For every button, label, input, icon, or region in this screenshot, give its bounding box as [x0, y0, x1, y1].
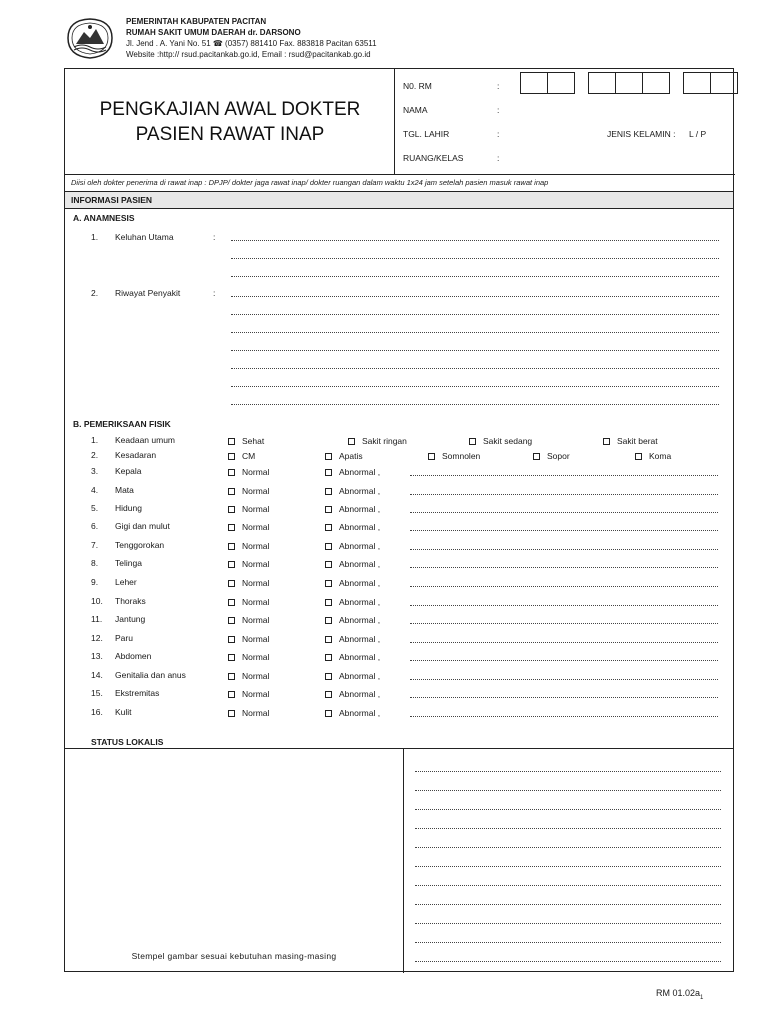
info-header: INFORMASI PASIEN — [65, 192, 733, 209]
status-lokalis-title: STATUS LOKALIS — [91, 737, 164, 747]
status-note-line[interactable] — [415, 961, 721, 962]
organ-label: Kepala — [115, 466, 142, 476]
kesadaran-sopor-checkbox[interactable]: Sopor — [533, 451, 570, 461]
status-lokalis-area — [65, 748, 733, 972]
checkbox-box[interactable] — [228, 438, 235, 445]
status-note-line[interactable] — [415, 828, 721, 829]
instruction-note: Diisi oleh dokter penerima di rawat inap : DPJP/ dokter jaga rawat inap/ dokter ruangan dalam waktu 1x24 jam setelah pasien masuk rawat inap — [65, 175, 733, 192]
status-note-line[interactable] — [415, 847, 721, 848]
status-note-line[interactable] — [415, 866, 721, 867]
checkbox-box[interactable] — [228, 636, 235, 643]
normal-checkbox[interactable]: Normal — [228, 541, 269, 551]
abnormal-note-line[interactable] — [410, 660, 718, 661]
status-note-line[interactable] — [415, 885, 721, 886]
organ-label: Kulit — [115, 707, 132, 717]
abnormal-checkbox[interactable]: Abnormal , — [325, 467, 380, 477]
checkbox-box[interactable] — [325, 561, 332, 568]
keluhan-line[interactable] — [231, 240, 719, 241]
riwayat-num: 2. — [91, 288, 99, 298]
keadaan-num: 1. — [91, 435, 99, 445]
normal-checkbox[interactable]: Normal — [228, 522, 269, 532]
checkbox-box[interactable] — [635, 453, 642, 460]
organ-label: Abdomen — [115, 651, 152, 661]
abnormal-note-line[interactable] — [410, 549, 718, 550]
abnormal-note-line[interactable] — [410, 586, 718, 587]
organ-num: 3. — [91, 466, 99, 476]
abnormal-note-line[interactable] — [410, 494, 718, 495]
checkbox-box[interactable] — [228, 599, 235, 606]
kesadaran-koma-checkbox[interactable]: Koma — [635, 451, 671, 461]
checkbox-box[interactable] — [325, 636, 332, 643]
checkbox-box[interactable] — [469, 438, 476, 445]
organ-label: Paru — [115, 633, 133, 643]
normal-checkbox[interactable]: Normal — [228, 559, 269, 569]
nama-label: NAMA — [403, 105, 428, 115]
checkbox-box[interactable] — [228, 580, 235, 587]
checkbox-box[interactable] — [325, 524, 332, 531]
abnormal-checkbox[interactable]: Abnormal , — [325, 522, 380, 532]
checkbox-box[interactable] — [325, 599, 332, 606]
abnormal-checkbox[interactable]: Abnormal , — [325, 671, 380, 681]
stamp-caption: Stempel gambar sesuai kebutuhan masing-masing — [131, 951, 337, 961]
letterhead-line-2: RUMAH SAKIT UMUM DAERAH dr. DARSONO — [126, 28, 301, 37]
nama-colon: : — [497, 105, 500, 115]
no-rm-colon: : — [497, 81, 500, 91]
riwayat-line[interactable] — [231, 350, 719, 351]
organ-label: Jantung — [115, 614, 146, 624]
form-title — [65, 97, 395, 147]
abnormal-checkbox[interactable]: Abnormal , — [325, 541, 380, 551]
abnormal-note-line[interactable] — [410, 530, 718, 531]
riwayat-line[interactable] — [231, 296, 719, 297]
checkbox-box[interactable] — [325, 543, 332, 550]
checkbox-box[interactable] — [228, 673, 235, 680]
no-rm-label: N0. RM — [403, 81, 432, 91]
normal-checkbox[interactable]: Normal — [228, 467, 269, 477]
organ-num: 11. — [91, 614, 103, 624]
form-title-line-1: PENGKAJIAN AWAL DOKTER — [99, 99, 361, 120]
kesadaran-num: 2. — [91, 450, 99, 460]
abnormal-checkbox[interactable]: Abnormal , — [325, 634, 380, 644]
organ-label: Thoraks — [115, 596, 146, 606]
organ-num: 4. — [91, 485, 99, 495]
riwayat-line[interactable] — [231, 368, 719, 369]
status-note-line[interactable] — [415, 923, 721, 924]
abnormal-note-line[interactable] — [410, 605, 718, 606]
abnormal-note-line[interactable] — [410, 623, 718, 624]
keluhan-num: 1. — [91, 232, 99, 242]
checkbox-box[interactable] — [228, 453, 235, 460]
abnormal-checkbox[interactable]: Abnormal , — [325, 689, 380, 699]
letterhead-address: Jl. Jend . A. Yani No. 51 ☎ (0357) 881410 Fax. 883818 Pacitan 63511 — [126, 39, 377, 48]
keadaan-sakit-sedang-checkbox[interactable]: Sakit sedang — [469, 436, 532, 446]
riwayat-line[interactable] — [231, 332, 719, 333]
organ-num: 8. — [91, 558, 99, 568]
letterhead-website: Website :http:// rsud.pacitankab.go.id, Email : rsud@pacitankab.go.id — [126, 50, 371, 59]
checkbox-box[interactable] — [325, 617, 332, 624]
organ-num: 16. — [91, 707, 103, 717]
normal-checkbox[interactable]: Normal — [228, 689, 269, 699]
organ-label: Genitalia dan anus — [115, 670, 186, 680]
rm-digit-box[interactable] — [588, 72, 616, 94]
riwayat-colon: : — [213, 288, 216, 298]
keluhan-colon: : — [213, 232, 216, 242]
form-code — [656, 988, 703, 1001]
keadaan-sakit-berat-checkbox[interactable]: Sakit berat — [603, 436, 658, 446]
keadaan-sehat-checkbox[interactable]: Sehat — [228, 436, 264, 446]
abnormal-checkbox[interactable]: Abnormal , — [325, 486, 380, 496]
abnormal-note-line[interactable] — [410, 679, 718, 680]
jenis-kelamin-label: JENIS KELAMIN : — [607, 129, 676, 139]
riwayat-label: Riwayat Penyakit — [115, 288, 181, 298]
status-note-line[interactable] — [415, 790, 721, 791]
organ-label: Ekstremitas — [115, 688, 160, 698]
status-divider — [403, 749, 404, 973]
checkbox-box[interactable] — [325, 469, 332, 476]
section-b-title: B. PEMERIKSAAN FISIK — [73, 419, 171, 429]
kesadaran-label: Kesadaran — [115, 450, 157, 460]
checkbox-box[interactable] — [325, 580, 332, 587]
normal-checkbox[interactable]: Normal — [228, 708, 269, 718]
normal-checkbox[interactable]: Normal — [228, 504, 269, 514]
letterhead-line-1: PEMERINTAH KABUPATEN PACITAN — [126, 17, 267, 26]
abnormal-checkbox[interactable]: Abnormal , — [325, 652, 380, 662]
riwayat-line[interactable] — [231, 404, 719, 405]
abnormal-checkbox[interactable]: Abnormal , — [325, 708, 380, 718]
organ-num: 6. — [91, 521, 99, 531]
checkbox-box[interactable] — [228, 506, 235, 513]
ruang-kelas-colon: : — [497, 153, 500, 163]
checkbox-box[interactable] — [325, 691, 332, 698]
letterhead — [64, 14, 724, 64]
title-area — [65, 69, 395, 175]
section-a-title: A. ANAMNESIS — [73, 213, 135, 223]
ruang-kelas-label: RUANG/KELAS — [403, 153, 464, 163]
form-title-line-2: PASIEN RAWAT INAP — [135, 124, 325, 145]
form-code-sub: 1 — [700, 994, 704, 1001]
abnormal-note-line[interactable] — [410, 697, 718, 698]
regency-emblem-icon — [64, 16, 116, 60]
organ-label: Leher — [115, 577, 137, 587]
no-rm-boxes[interactable] — [521, 72, 738, 94]
abnormal-note-line[interactable] — [410, 475, 718, 476]
organ-num: 13. — [91, 651, 103, 661]
organ-num: 9. — [91, 577, 99, 587]
normal-checkbox[interactable]: Normal — [228, 615, 269, 625]
jenis-kelamin-value: L / P — [689, 129, 707, 139]
checkbox-box[interactable] — [348, 438, 355, 445]
organ-num: 14. — [91, 670, 103, 680]
normal-checkbox[interactable]: Normal — [228, 486, 269, 496]
checkbox-box[interactable] — [228, 561, 235, 568]
keluhan-line[interactable] — [231, 258, 719, 259]
rm-digit-box[interactable] — [547, 72, 575, 94]
abnormal-checkbox[interactable]: Abnormal , — [325, 559, 380, 569]
keadaan-sakit-ringan-checkbox[interactable]: Sakit ringan — [348, 436, 407, 446]
kesadaran-cm-checkbox[interactable]: CM — [228, 451, 255, 461]
abnormal-note-line[interactable] — [410, 567, 718, 568]
organ-num: 15. — [91, 688, 103, 698]
organ-label: Hidung — [115, 503, 142, 513]
checkbox-box[interactable] — [325, 488, 332, 495]
organ-label: Telinga — [115, 558, 142, 568]
riwayat-line[interactable] — [231, 386, 719, 387]
rm-digit-box[interactable] — [683, 72, 711, 94]
normal-checkbox[interactable]: Normal — [228, 671, 269, 681]
checkbox-box[interactable] — [325, 453, 332, 460]
checkbox-box[interactable] — [228, 543, 235, 550]
rm-digit-box[interactable] — [710, 72, 738, 94]
tgl-lahir-label: TGL. LAHIR — [403, 129, 450, 139]
status-note-line[interactable] — [415, 942, 721, 943]
normal-checkbox[interactable]: Normal — [228, 634, 269, 644]
keluhan-line[interactable] — [231, 276, 719, 277]
checkbox-box[interactable] — [228, 469, 235, 476]
organ-num: 12. — [91, 633, 103, 643]
rm-digit-box[interactable] — [520, 72, 548, 94]
checkbox-box[interactable] — [228, 691, 235, 698]
normal-checkbox[interactable]: Normal — [228, 652, 269, 662]
status-note-line[interactable] — [415, 771, 721, 772]
organ-label: Tenggorokan — [115, 540, 165, 550]
status-note-line[interactable] — [415, 904, 721, 905]
tgl-lahir-colon: : — [497, 129, 500, 139]
checkbox-box[interactable] — [428, 453, 435, 460]
normal-checkbox[interactable]: Normal — [228, 578, 269, 588]
organ-label: Mata — [115, 485, 134, 495]
rm-digit-box[interactable] — [642, 72, 670, 94]
organ-num: 7. — [91, 540, 99, 550]
rm-digit-box[interactable] — [615, 72, 643, 94]
normal-checkbox[interactable]: Normal — [228, 597, 269, 607]
checkbox-box[interactable] — [228, 654, 235, 661]
status-note-line[interactable] — [415, 809, 721, 810]
organ-label: Gigi dan mulut — [115, 521, 170, 531]
checkbox-box[interactable] — [533, 453, 540, 460]
riwayat-line[interactable] — [231, 314, 719, 315]
form-code-text: RM 01.02a — [656, 988, 701, 998]
patient-identity — [395, 69, 735, 175]
abnormal-checkbox[interactable]: Abnormal , — [325, 615, 380, 625]
checkbox-box[interactable] — [228, 524, 235, 531]
kesadaran-somnolen-checkbox[interactable]: Somnolen — [428, 451, 480, 461]
abnormal-note-line[interactable] — [410, 642, 718, 643]
checkbox-box[interactable] — [325, 506, 332, 513]
organ-num: 5. — [91, 503, 99, 513]
checkbox-box[interactable] — [325, 673, 332, 680]
abnormal-note-line[interactable] — [410, 512, 718, 513]
checkbox-box[interactable] — [325, 710, 332, 717]
keluhan-label: Keluhan Utama — [115, 232, 174, 242]
keadaan-label: Keadaan umum — [115, 435, 176, 445]
checkbox-box[interactable] — [228, 710, 235, 717]
checkbox-box[interactable] — [228, 488, 235, 495]
checkbox-box[interactable] — [228, 617, 235, 624]
abnormal-checkbox[interactable]: Abnormal , — [325, 597, 380, 607]
checkbox-box[interactable] — [325, 654, 332, 661]
abnormal-checkbox[interactable]: Abnormal , — [325, 578, 380, 588]
assessment-form — [64, 68, 734, 972]
checkbox-box[interactable] — [603, 438, 610, 445]
organ-num: 10. — [91, 596, 103, 606]
abnormal-checkbox[interactable]: Abnormal , — [325, 504, 380, 514]
kesadaran-apatis-checkbox[interactable]: Apatis — [325, 451, 363, 461]
abnormal-note-line[interactable] — [410, 716, 718, 717]
